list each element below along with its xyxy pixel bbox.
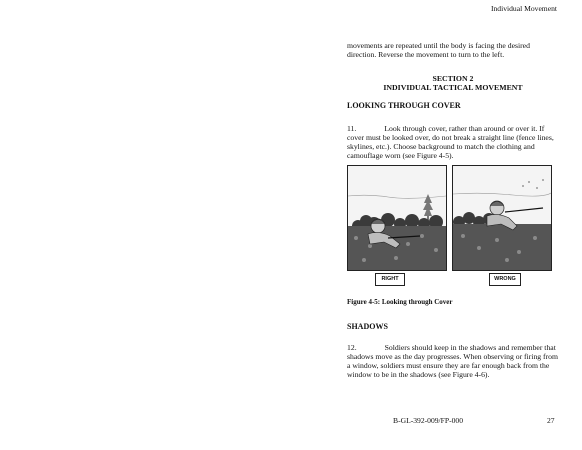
- figure-caption: Figure 4-5: Looking through Cover: [347, 298, 453, 306]
- paragraph-12: [347, 343, 559, 379]
- figure-label-wrong: WRONG: [489, 273, 521, 286]
- paragraph-11-number: 11.: [347, 124, 357, 133]
- paragraph-12-number: 12.: [347, 343, 357, 352]
- continued-paragraph: movements are repeated until the body is facing the desired direction. Reverse the movement to turn to the left.: [347, 41, 530, 59]
- section-number: SECTION 2: [432, 74, 474, 83]
- paragraph-11-text: Look through cover, rather than around or over it. If cover must be looked over, do not break a straight line (fence lines, skylines, etc.). Choose background to match the clothing and camouflage worn (see Figure 4-5).: [347, 124, 554, 160]
- soldier-behind-cover-illustration: [348, 166, 446, 270]
- figure-panel-right: [347, 165, 447, 271]
- footer-page-number: 27: [547, 416, 555, 425]
- section-title: INDIVIDUAL TACTICAL MOVEMENT: [383, 83, 523, 92]
- figure-4-5: [347, 165, 563, 290]
- paragraph-12-text: Soldiers should keep in the shadows and remember that shadows move as the day progresses. When observing or firing from a window, soldiers must ensure they are far enough back from the window to be in the shadows (see Figure 4-6).: [347, 343, 559, 379]
- paragraph-11: [347, 124, 559, 160]
- footer-document-id: B-GL-392-009/FP-000: [393, 416, 464, 425]
- figure-label-right: RIGHT: [375, 273, 405, 286]
- running-header: Individual Movement: [490, 4, 557, 13]
- heading-looking-through-cover: LOOKING THROUGH COVER: [347, 101, 461, 110]
- page-spine: [291, 0, 292, 450]
- soldier-exposed-illustration: [453, 166, 551, 270]
- figure-panel-wrong: [452, 165, 552, 271]
- heading-shadows: SHADOWS: [347, 322, 388, 331]
